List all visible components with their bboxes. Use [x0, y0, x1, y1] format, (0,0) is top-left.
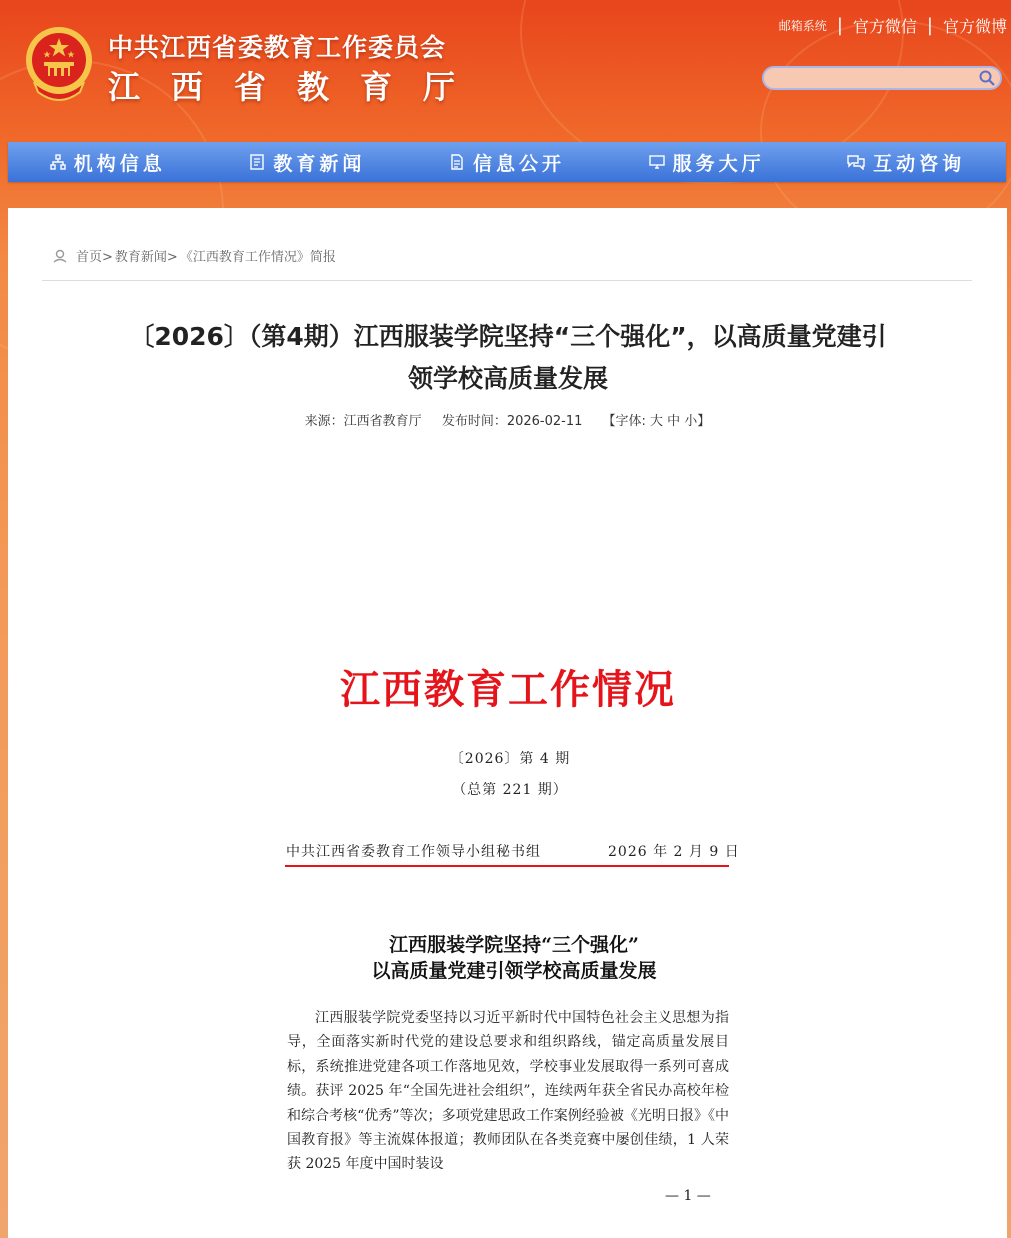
- org-chart-icon: [50, 154, 66, 170]
- mail-system-link[interactable]: 邮箱系统: [778, 19, 827, 33]
- document-red-divider: [285, 865, 729, 867]
- nav-item-interactive-consult[interactable]: [806, 142, 1006, 182]
- link-separator: |: [836, 15, 843, 36]
- main-navigation: [8, 142, 1006, 182]
- monitor-icon: [649, 154, 665, 170]
- divider: [42, 280, 972, 281]
- font-size-control[interactable]: 【字体: 大 中 小】: [602, 414, 711, 429]
- document-total-issue: （总第 221 期）: [452, 782, 568, 798]
- national-emblem-icon: [22, 24, 96, 102]
- document-page-number: — 1 —: [665, 1188, 711, 1204]
- search-input[interactable]: [774, 68, 978, 90]
- article-container: [8, 208, 1007, 1238]
- info-doc-icon: [449, 154, 465, 170]
- article-title-line: 领学校高质量发展: [407, 364, 608, 393]
- site-header: [0, 0, 1011, 140]
- article-source: 来源：江西省教育厅: [304, 414, 422, 429]
- nav-label: 教育新闻: [273, 152, 366, 175]
- document-masthead: 江西教育工作情况: [340, 666, 676, 713]
- nav-label: 服务大厅: [672, 152, 765, 175]
- location-pin-icon: [52, 248, 68, 264]
- chat-bubbles-icon: [847, 154, 865, 170]
- article-publish-date: 发布时间：2026-02-11: [441, 414, 583, 429]
- nav-label: 互动咨询: [873, 152, 966, 175]
- breadcrumb: [52, 246, 338, 265]
- breadcrumb-home-link[interactable]: 首页>: [76, 250, 113, 265]
- news-doc-icon: [249, 154, 265, 170]
- document-heading: 江西服装学院坚持“三个强化”: [389, 934, 639, 956]
- breadcrumb-news-link[interactable]: 教育新闻>: [114, 250, 178, 265]
- nav-item-education-news[interactable]: [208, 142, 408, 182]
- document-date: 2026 年 2 月 9 日: [608, 844, 740, 860]
- search-icon[interactable]: [978, 69, 996, 87]
- nav-label: 信息公开: [472, 152, 565, 175]
- document-issue-number: 〔2026〕第 4 期: [449, 751, 571, 767]
- document-subheading: 以高质量党建引领学校高质量发展: [371, 960, 657, 982]
- official-weibo-link[interactable]: 官方微博: [942, 17, 1007, 36]
- article-title-line: 〔2026〕（第4期）江西服装学院坚持“三个强化”，以高质量党建引: [129, 322, 887, 351]
- site-title-department: 江西省教育厅: [108, 68, 487, 106]
- nav-item-info-disclosure[interactable]: [407, 142, 607, 182]
- nav-label: 机构信息: [73, 152, 166, 175]
- link-separator: |: [926, 15, 933, 36]
- document-issuing-org: 中共江西省委教育工作领导小组秘书组: [286, 844, 541, 860]
- article-title: [68, 316, 948, 400]
- breadcrumb-current[interactable]: 《江西教育工作情况》简报: [179, 250, 336, 265]
- nav-item-service-hall[interactable]: [607, 142, 807, 182]
- official-wechat-link[interactable]: 官方微信: [852, 17, 917, 36]
- top-links: [779, 14, 1007, 37]
- document-body-text: 江西服装学院党委坚持以习近平新时代中国特色社会主义思想为指导，全面落实新时代党的建设总要求和组织路线，锚定高质量发展目标，系统推进党建各项工作落地见效，学校事业发展取得一系列可喜成绩。获评 2025 年“全国先进社会组织”，连续两年获全省民办高校年检和综合考核“优秀”等次；多项党建思政工作案例经验被《光明日报》《中国教育报》等主流媒体报道；教师团队在各类竞赛中屡创佳绩，1 人荣获 2025 年度中国时装设: [287, 1010, 729, 1173]
- site-title-committee: 中共江西省委教育工作委员会: [108, 33, 447, 62]
- article-meta: [8, 410, 1007, 429]
- search-box: [762, 66, 1002, 90]
- nav-item-org-info[interactable]: [8, 142, 208, 182]
